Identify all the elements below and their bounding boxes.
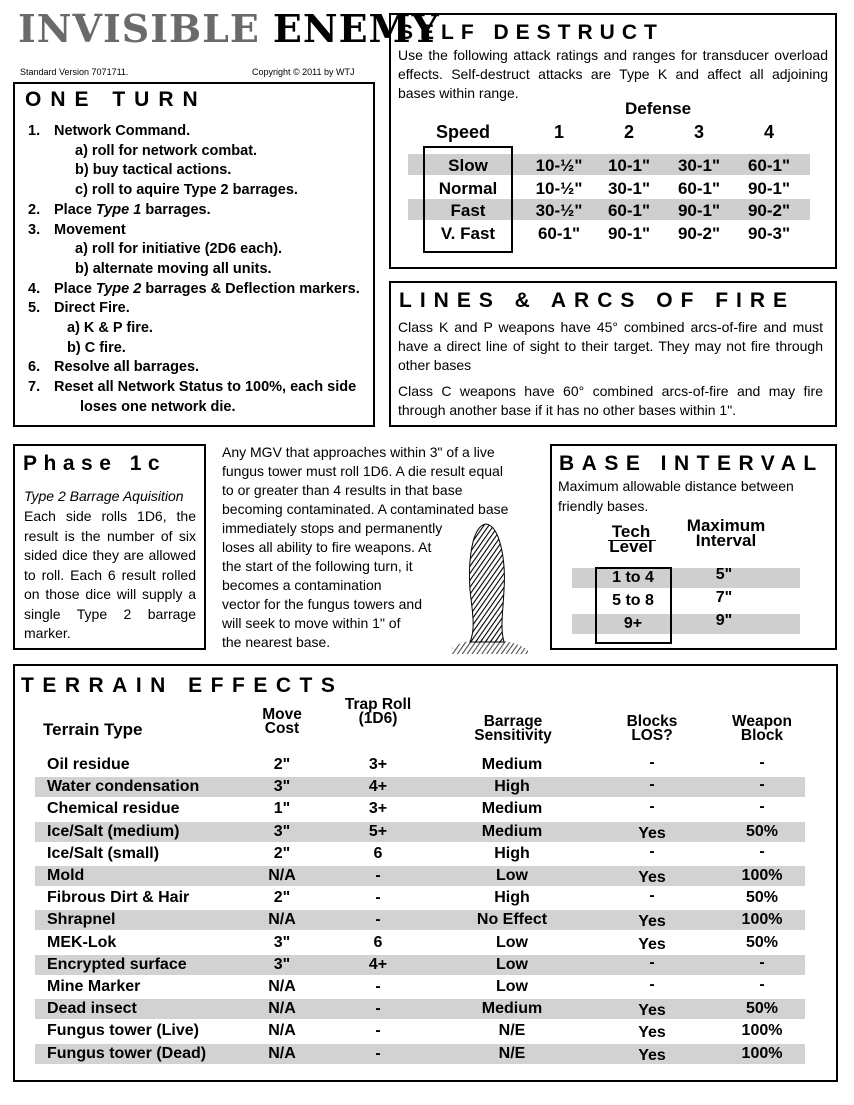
range-cell: 30-1" [607,178,651,198]
interval-cell: 9" [715,612,733,629]
move-cost-cell: 2" [273,756,291,773]
terrain-type-cell: Ice/Salt (medium) [47,822,180,840]
trap-roll-cell: - [375,889,381,907]
weapon-block-cell: - [759,776,765,794]
fungus-text-line: loses all ability to fire weapons. At [222,539,432,555]
terrain-type-cell: Shrapnel [47,911,116,929]
blocks-los-cell: Yes [638,1024,666,1042]
blocks-los-cell: - [649,953,655,971]
trap-roll-cell: 4+ [368,955,388,973]
trap-roll-cell: - [375,978,381,995]
weapon-block-cell: 100% [741,867,783,884]
terrain-type-cell: Dead insect [47,1000,137,1018]
lines-arcs-para2: Class C weapons have 60° combined arcs-of-fire and may fire through another base if it has no other bases within 1". [398,383,823,418]
range-cell: 90-2" [677,223,721,243]
terrain-row [35,1021,805,1041]
barrage-cell: Medium [481,756,543,773]
turn-step-text: a) roll for initiative (2D6 each). [75,241,283,258]
col-terrain-type: Terrain Type [43,720,143,739]
trap-roll-cell: - [375,1044,381,1062]
blocks-los-cell: - [649,976,655,993]
trap-roll-cell: - [375,1000,381,1018]
turn-step-text: Direct Fire. [54,300,130,317]
phase-1c-panel [13,444,206,650]
terrain-type-cell: Mine Marker [47,978,141,995]
barrage-cell: Low [496,933,528,951]
weapon-block-cell: 100% [741,911,783,929]
weapon-block-cell: 100% [741,1044,783,1062]
turn-step [28,358,360,378]
terrain-type-cell: Water condensation [47,778,200,796]
turn-step-text: Reset all Network Status to 100%, each side [54,379,357,396]
turn-step-number: 3. [28,221,41,238]
speed-cell: Normal [438,178,498,198]
tech-level-cell: 9+ [623,615,643,632]
blocks-los-cell: Yes [638,869,666,886]
terrain-row [35,888,805,908]
turn-step-emphasis: Type 1 [95,201,142,218]
logo-word-enemy: ENEMY [272,6,440,51]
turn-step-number: 4. [28,280,41,297]
trap-roll-cell: - [375,867,381,884]
fungus-text-line: will seek to move within 1" of [222,615,401,631]
turn-step-text: a) roll for network combat. [75,142,258,159]
trap-roll-cell: 5+ [368,822,388,840]
move-cost-cell: 3" [273,933,291,951]
speed-label: Speed [436,122,491,142]
barrage-cell: Medium [481,822,543,840]
trap-roll-cell: 6 [373,933,383,951]
turn-step [28,161,360,181]
turn-step-text: Resolve all barrages. [54,359,200,376]
weapon-block-cell: - [759,842,765,860]
turn-step [28,142,360,162]
terrain-row [35,777,805,797]
blocks-los-cell: - [649,842,655,860]
turn-step-number: 6. [28,359,41,376]
defense-label: Defense [625,99,692,118]
blocks-los-cell: - [649,754,655,771]
fungus-text-line: immediately stops and permanently [222,520,443,536]
blocks-los-cell: - [649,887,655,905]
terrain-type-cell: Chemical residue [47,800,180,818]
turn-step-text: b) buy tactical actions. [75,162,232,179]
base-interval-panel [550,444,837,650]
fungus-text-line: becoming contaminated. A contaminated base [222,501,509,517]
terrain-row [35,955,805,975]
col-barrage-sensitivity: Barrage Sensitivity [474,713,552,744]
weapon-block-cell: - [759,754,765,771]
speed-cell: Slow [448,156,488,175]
barrage-cell: Low [496,978,528,995]
trap-roll-cell: 6 [373,844,383,862]
range-cell: 90-3" [747,223,791,243]
terrain-type-cell: Oil residue [47,756,130,773]
blocks-los-cell: Yes [638,935,666,953]
trap-roll-cell: - [375,911,381,929]
fungus-text-line: fungus tower must roll 1D6. A die result equal [222,463,503,479]
range-cell: 90-2" [747,201,791,220]
trap-roll-cell: 4+ [368,778,388,796]
trap-roll-cell: - [375,1022,381,1040]
barrage-cell: High [494,889,530,907]
game-logo [18,6,440,51]
move-cost-cell: N/A [268,867,296,884]
barrage-cell: No Effect [476,911,548,929]
weapon-block-cell: 50% [745,1000,779,1018]
weapon-block-cell: 50% [745,822,779,840]
move-cost-cell: 3" [273,955,291,973]
barrage-cell: High [494,844,530,862]
terrain-type-cell: Mold [47,867,85,884]
self-destruct-panel [389,13,837,269]
range-cell: 60-1" [747,156,791,175]
terrain-type-cell: Ice/Salt (small) [47,844,160,862]
fungus-text-line: to or greater than 4 results in that base [222,482,463,498]
move-cost-cell: 2" [273,889,291,907]
move-cost-cell: N/A [268,1044,296,1062]
speed-cell: Fast [450,201,486,220]
one-turn-panel [13,82,375,427]
phase-1c-subtitle: Type 2 Barrage Aquisition [24,488,184,504]
range-cell: 10-1" [607,156,651,175]
move-cost-cell: N/A [268,1000,296,1018]
turn-step-emphasis: Type 2 [95,280,142,297]
defense-column-3: 3 [693,122,705,142]
lines-arcs-panel [389,281,837,427]
turn-step [28,221,360,241]
terrain-row [35,866,805,886]
speed-cell: V. Fast [440,223,496,243]
turn-step [28,260,360,280]
turn-step-text: a) K & P fire. [67,320,153,337]
weapon-block-cell: - [759,976,765,993]
terrain-effects-panel [13,664,838,1082]
barrage-cell: Low [496,955,528,973]
col-weapon-block: Weapon Block [732,713,792,744]
terrain-row [35,977,805,997]
blocks-los-cell: - [649,776,655,794]
defense-column-4: 4 [763,122,775,142]
turn-step-text: Network Command. [54,123,191,139]
range-cell: 10-½" [535,178,583,198]
terrain-row [35,755,805,775]
blocks-los-cell: - [649,798,655,816]
max-interval-label: Maximum Interval [686,516,766,550]
base-interval-heading: BASE INTERVAL [559,452,824,475]
range-cell: 10-½" [535,156,583,175]
self-destruct-description: Use the following attack ratings and ranges for transducer overload effects. Self-destruct attacks are Type K and affect all adjoining bases within range. [398,47,828,101]
turn-step-number: 2. [28,201,41,218]
terrain-row [35,799,805,819]
range-cell: 30-½" [535,201,583,220]
barrage-cell: N/E [498,1044,526,1062]
range-cell: 60-1" [677,178,721,198]
base-interval-description: Maximum allowable distance between friendly bases. [558,478,794,514]
turn-step [28,299,360,319]
logo-word-invisible: INVISIBLE [18,6,260,51]
barrage-cell: Medium [481,1000,543,1018]
turn-step-number: 7. [28,379,41,396]
blocks-los-cell: Yes [638,913,666,931]
move-cost-cell: 2" [273,844,291,862]
turn-step-text: b) alternate moving all units. [75,260,272,277]
turn-steps-list [28,122,360,418]
terrain-row [35,844,805,864]
move-cost-cell: 3" [273,822,291,840]
barrage-cell: Medium [481,800,543,818]
range-cell: 90-1" [607,223,651,243]
range-cell: 60-1" [537,223,581,243]
move-cost-cell: N/A [268,1022,296,1040]
weapon-block-cell: 50% [745,889,779,907]
terrain-heading: TERRAIN EFFECTS [21,674,344,697]
range-cell: 90-1" [677,201,721,220]
move-cost-cell: 1" [273,800,291,818]
interval-cell: 5" [715,566,733,583]
defense-column-2: 2 [623,122,635,142]
fungus-text-line: the start of the following turn, it [222,558,413,574]
terrain-row [35,933,805,953]
terrain-type-cell: Encrypted surface [47,955,187,973]
terrain-type-cell: Fibrous Dirt & Hair [47,889,190,907]
fungus-tower-illustration [448,520,530,654]
col-trap-roll: Trap Roll (1D6) [344,696,412,727]
blocks-los-cell: Yes [638,1046,666,1064]
terrain-row [35,999,805,1019]
turn-step-text: Movement [54,221,126,238]
trap-roll-cell: 3+ [368,800,388,818]
turn-step-number: 1. [28,123,41,139]
weapon-block-cell: - [759,798,765,816]
barrage-cell: Low [496,867,528,884]
col-blocks-los: Blocks LOS? [626,713,678,744]
blocks-los-cell: Yes [638,824,666,842]
turn-step [28,122,360,142]
range-cell: 30-1" [677,156,721,175]
turn-step-text: b) C fire. [67,339,126,356]
terrain-type-cell: Fungus tower (Live) [47,1022,199,1040]
range-cell: 90-1" [747,178,791,198]
interval-cell: 7" [715,589,733,606]
lines-arcs-para1: Class K and P weapons have 45° combined arcs-of-fire and must have a direct line of sight to their target. They may not fire through other bases [398,319,823,373]
move-cost-cell: N/A [268,911,296,929]
turn-step [28,398,360,418]
barrage-cell: High [494,778,530,796]
terrain-row [35,910,805,930]
turn-step [28,378,360,398]
fungus-text-line: Any MGV that approaches within 3" of a live [222,444,495,460]
turn-step-number: 5. [28,300,41,317]
weapon-block-cell: - [759,953,765,971]
tech-level-frame [595,567,672,644]
blocks-los-cell: Yes [638,1002,666,1020]
one-turn-heading: ONE TURN [25,88,207,111]
col-move-cost: Move Cost [262,706,302,737]
move-cost-cell: 3" [273,778,291,796]
turn-step-text: Place Type 1 barrages. [54,201,211,218]
weapon-block-cell: 50% [745,933,779,951]
turn-step [28,201,360,221]
barrage-cell: N/E [498,1022,526,1040]
self-destruct-heading: SELF DESTRUCT [399,21,664,44]
terrain-row [35,1044,805,1064]
turn-step-text: Place Type 2 barrages & Deflection markers. [54,280,360,297]
terrain-type-cell: MEK-Lok [47,933,117,951]
tech-level-underline [608,540,656,541]
turn-step-text: c) roll to aquire Type 2 barrages. [75,182,298,199]
turn-step [28,240,360,260]
fungus-text-line: becomes a contamination [222,577,382,593]
turn-step-text: loses one network die. [80,398,236,415]
weapon-block-cell: 100% [741,1022,783,1040]
turn-step [28,319,360,339]
phase-1c-text: Each side rolls 1D6, the result is the number of six sided dice they are allowed to roll. Each 6 result rolled on those dice will supply a single Type 2 barrage marker. [24,508,196,641]
defense-column-1: 1 [553,122,565,142]
fungus-text-line: the nearest base. [222,634,331,650]
fungus-text-line: vector for the fungus towers and [222,596,422,612]
turn-step [28,181,360,201]
speed-column-frame [423,146,513,253]
tech-level-cell: 1 to 4 [612,569,654,586]
trap-roll-cell: 3+ [368,756,388,773]
lines-arcs-heading: LINES & ARCS OF FIRE [399,289,796,312]
range-cell: 60-1" [607,201,651,220]
tech-level-label: Tech Level [609,522,653,556]
version-label: Standard Version 7071711. [20,67,129,77]
copyright-label: Copyright © 2011 by WTJ [252,67,355,77]
tech-level-cell: 5 to 8 [612,592,654,609]
turn-step [28,339,360,359]
move-cost-cell: N/A [268,978,296,995]
turn-step [28,280,360,300]
terrain-type-cell: Fungus tower (Dead) [47,1044,207,1062]
phase-1c-heading: Phase 1c [23,452,167,475]
terrain-row [35,822,805,842]
